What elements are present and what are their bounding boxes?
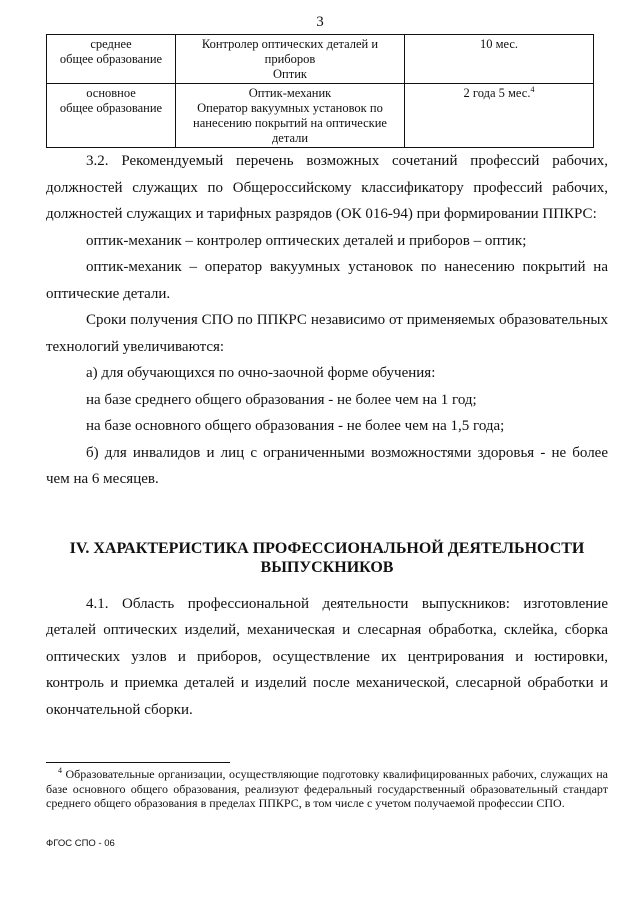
section-heading: IV. ХАРАКТЕРИСТИКА ПРОФЕССИОНАЛЬНОЙ ДЕЯТЕЛЬНОСТИ ВЫПУСКНИКОВ (69, 539, 585, 576)
profession-line: детали (271, 131, 309, 145)
profession-line: Оператор вакуумных установок по (197, 101, 383, 115)
paragraph: Сроки получения СПО по ППКРС независимо от применяемых образовательных технологий увеличиваются: (46, 312, 608, 355)
profession-line: нанесению покрытий на оптические (193, 116, 387, 130)
table-row (47, 84, 594, 148)
paragraph: 4.1. Область профессиональной деятельности выпускников: изготовление деталей оптических изделий, механическая и слесарная обработка, склейка, сборка оптических узлов и приборов, осуществление их центрирования и юстировки, контроль и приемка деталей и изделий после механической, слесарной обработки и окончательной сборки. (46, 595, 608, 718)
document-code: ФГОС СПО - 06 (46, 838, 115, 849)
footnote-mark: 4 (58, 766, 62, 775)
paragraph: на базе основного общего образования - не более чем на 1,5 года; (86, 418, 505, 434)
profession-cell (176, 84, 405, 148)
profession-cell (176, 35, 405, 84)
education-terms-table (46, 34, 594, 148)
profession-line: Оптик (273, 67, 307, 81)
education-line: общее образование (59, 52, 163, 66)
footnote (46, 767, 608, 811)
education-cell (47, 84, 176, 148)
profession-line: Оптик-механик (248, 86, 332, 100)
education-line: общее образование (59, 101, 163, 115)
paragraph: на базе среднего общего образования - не более чем на 1 год; (86, 391, 477, 408)
document-body (46, 148, 608, 723)
footnote-text: Образовательные организации, осуществляющие подготовку квалифицированных рабочих, служащих на базе основного общего образования, реализуют федеральный государственный образовательный стандарт среднего общего образования в пределах ППКРС, в том числе с учетом получаемой профессии СПО. (46, 767, 609, 810)
paragraph: оптик-механик – оператор вакуумных установок по нанесению покрытий на оптические детали. (46, 259, 608, 302)
term-cell (405, 35, 594, 84)
education-cell (47, 35, 176, 84)
term-cell (405, 84, 594, 148)
footnote-reference[interactable]: 4 (530, 84, 535, 94)
term-value: 2 года 5 мес. (463, 86, 531, 100)
term-value: 10 мес. (479, 37, 519, 51)
education-line: среднее (90, 37, 132, 51)
paragraph: 3.2. Рекомендуемый перечень возможных сочетаний профессий рабочих, должностей служащих по Общероссийскому классификатору профессий рабочих, должностей служащих и тарифных разрядов (ОК 016-94) при формировании ППКРС: (46, 153, 608, 222)
paragraph: оптик-механик – контролер оптических деталей и приборов – оптик; (86, 232, 527, 249)
paragraph: а) для обучающихся по очно-заочной форме обучения: (86, 365, 436, 381)
page-number: 3 (316, 14, 324, 30)
paragraph: б) для инвалидов и лиц с ограниченными возможностями здоровья - не более чем на 6 месяцев. (46, 444, 608, 487)
profession-line: Контролер оптических деталей и (201, 37, 379, 51)
education-line: основное (86, 86, 136, 100)
table-row (47, 35, 594, 84)
footnote-divider (46, 762, 230, 763)
profession-line: приборов (264, 52, 316, 66)
